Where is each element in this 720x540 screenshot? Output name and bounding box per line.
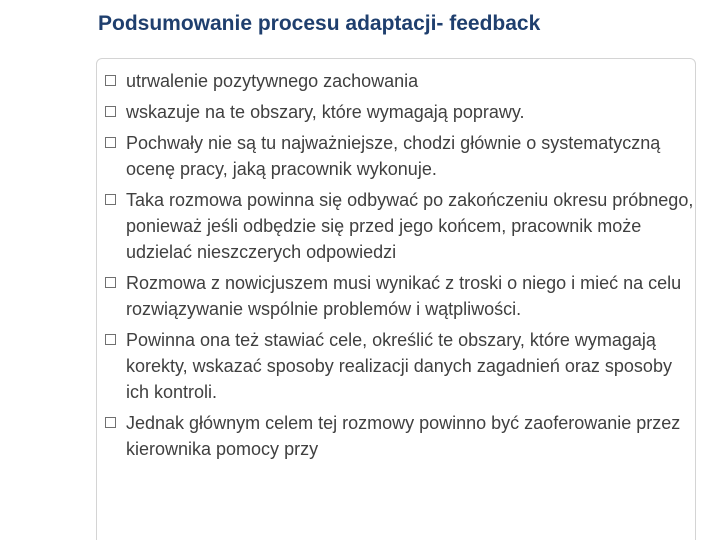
square-bullet-icon — [105, 334, 116, 345]
bullet-item — [104, 187, 694, 265]
square-bullet-icon — [105, 417, 116, 428]
square-bullet-icon — [105, 75, 116, 86]
bullet-text: utrwalenie pozytywnego zachowania — [126, 71, 419, 91]
bullet-text: Pochwały nie są tu najważniejsze, chodzi głównie o systematyczną ocenę pracy, jaką pracownik wykonuje. — [126, 133, 661, 179]
square-bullet-icon — [105, 137, 116, 148]
bullet-item — [104, 99, 694, 125]
square-bullet-icon — [105, 277, 116, 288]
bullet-item — [104, 68, 694, 94]
bullet-item — [104, 270, 694, 322]
bullet-text: wskazuje na te obszary, które wymagają poprawy. — [126, 102, 525, 122]
square-bullet-icon — [105, 194, 116, 205]
bullet-text: Rozmowa z nowicjuszem musi wynikać z troski o niego i mieć na celu rozwiązywanie wspólnie problemów i wątpliwości. — [126, 273, 682, 319]
bullet-text: Powinna ona też stawiać cele, określić te obszary, które wymagają korekty, wskazać sposoby realizacji danych zagadnień oraz sposoby ich kontroli. — [126, 330, 672, 402]
bullet-item — [104, 410, 694, 462]
slide-title: Podsumowanie procesu adaptacji- feedback — [98, 12, 541, 35]
square-bullet-icon — [105, 106, 116, 117]
bullet-text: Taka rozmowa powinna się odbywać po zakończeniu okresu próbnego, ponieważ jeśli odbędzie się przed jego końcem, pracownik może udzielać nieszczerych odpowiedzi — [126, 190, 694, 262]
bullet-item — [104, 327, 694, 405]
bullet-list — [104, 68, 694, 467]
bullet-item — [104, 130, 694, 182]
bullet-text: Jednak głównym celem tej rozmowy powinno być zaoferowanie przez kierownika pomocy przy — [126, 413, 681, 459]
